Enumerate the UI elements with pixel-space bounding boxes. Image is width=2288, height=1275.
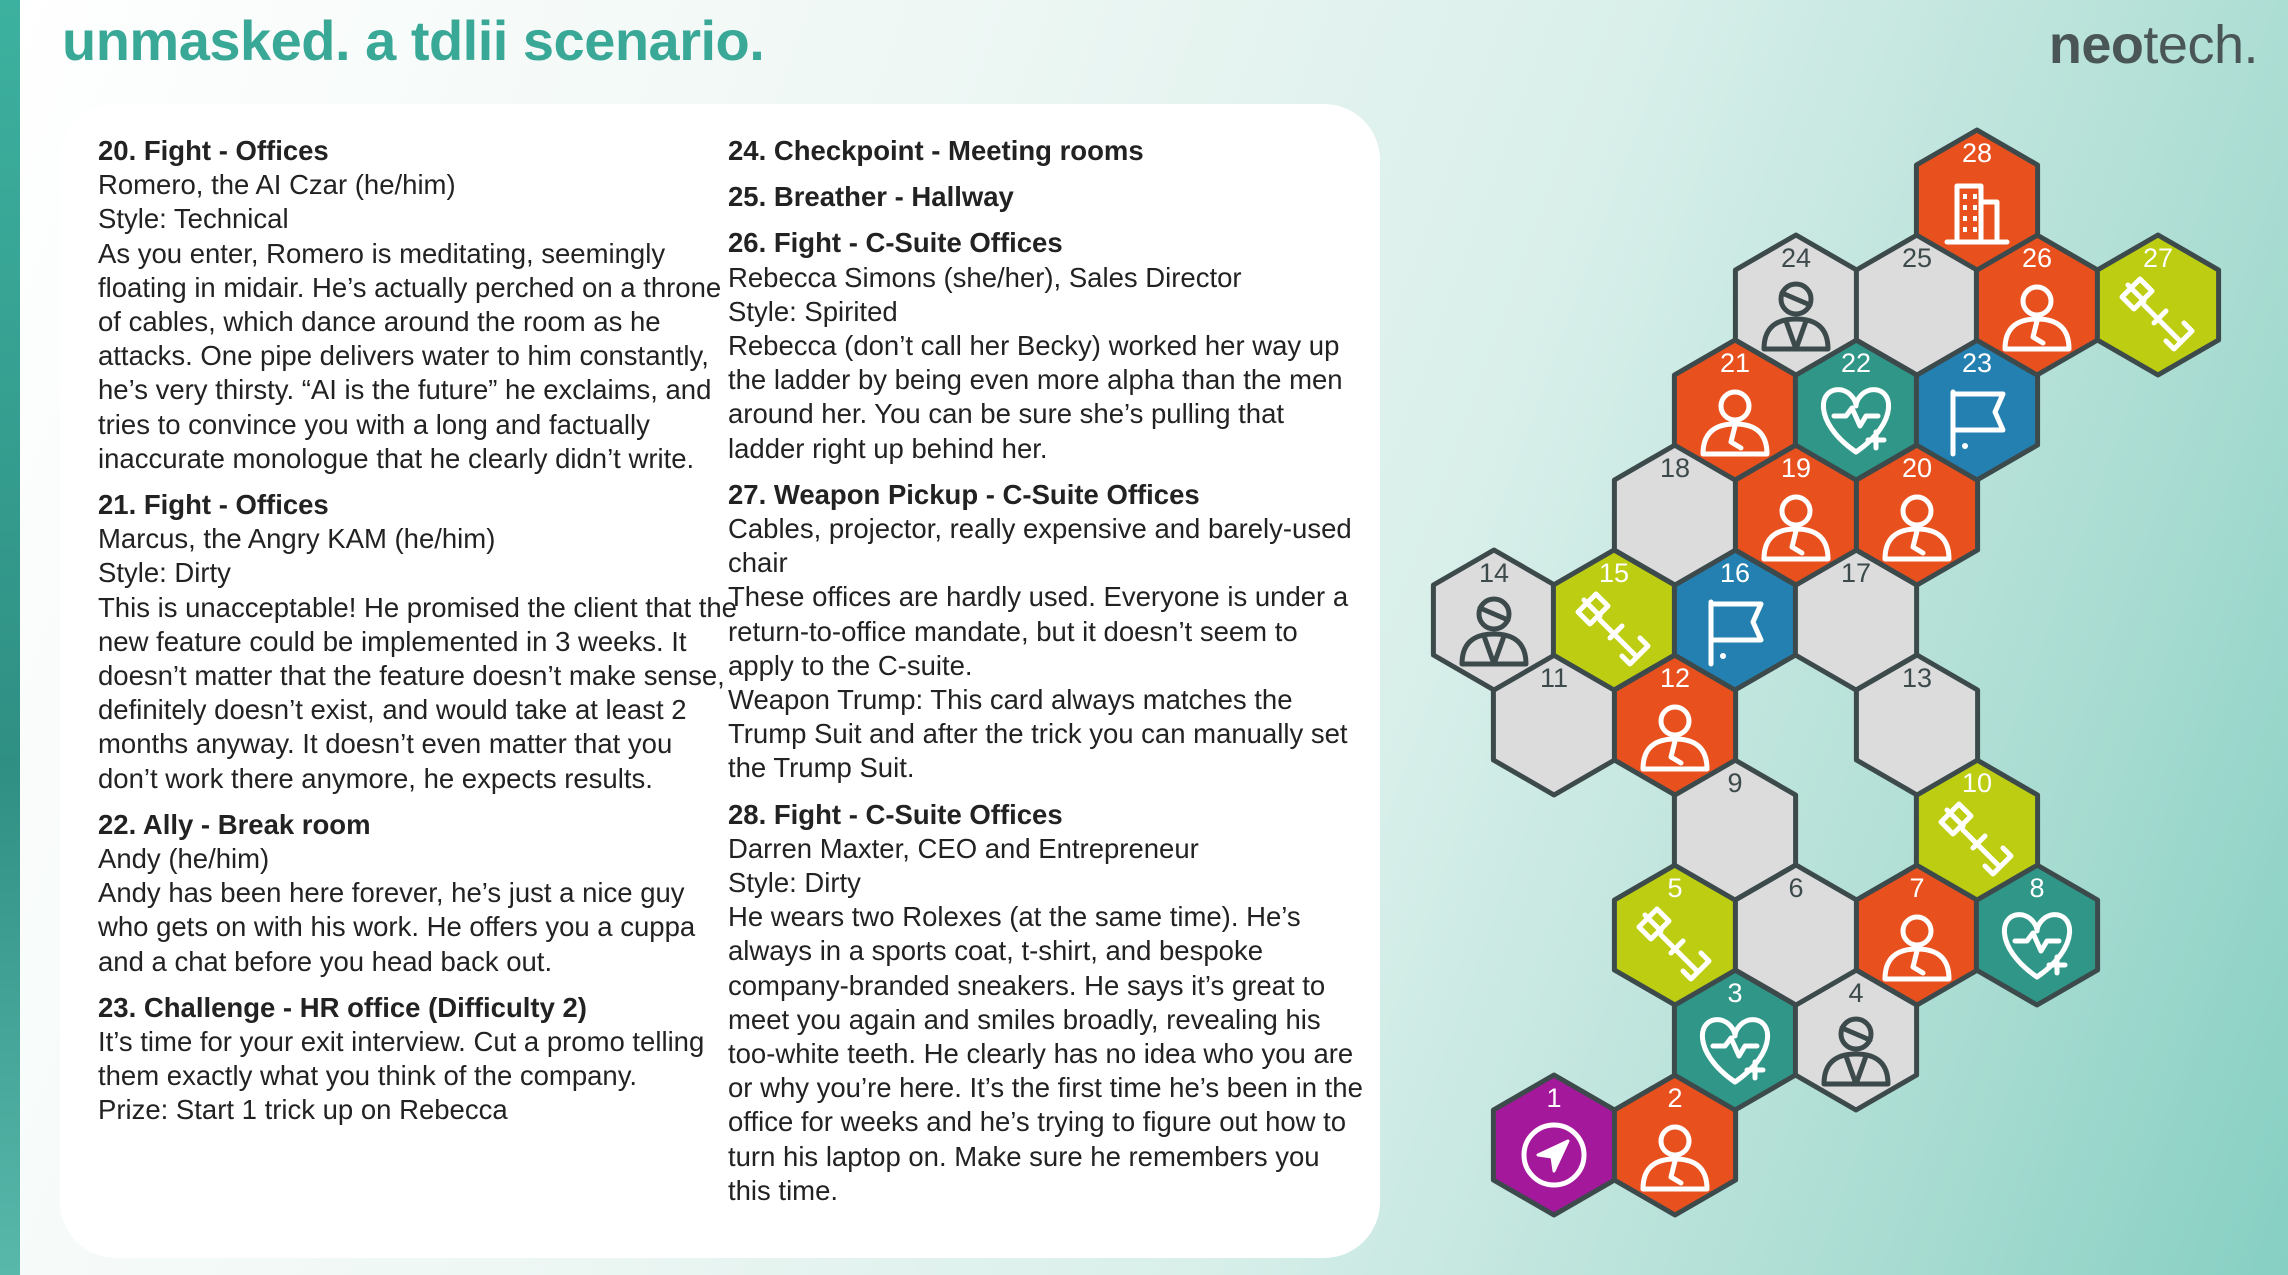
entry-heading: 21. Fight - Offices: [98, 489, 329, 521]
entry-text: These offices are hardly used. Everyone is under a return-to-office mandate, but it doesn’t seem to apply to the C-suite.: [728, 581, 1349, 681]
entry-text: Prize: Start 1 trick up on Rebecca: [98, 1094, 508, 1126]
tile-number: 25: [1901, 243, 1933, 273]
entry-heading: 23. Challenge - HR office (Difficulty 2): [98, 991, 587, 1023]
tile-number: 20: [1901, 453, 1933, 483]
tile-number: 17: [1840, 558, 1872, 588]
entry-heading: 27. Weapon Pickup - C-Suite Offices: [728, 478, 1200, 510]
tile-number: 9: [1727, 768, 1743, 798]
logo-rest: tech.: [2143, 15, 2258, 75]
entry-text: Marcus, the Angry KAM (he/him): [98, 523, 496, 555]
entry-heading: 20. Fight - Offices: [98, 135, 329, 166]
tile-number: 21: [1719, 348, 1751, 378]
tile-number: 8: [2029, 873, 2045, 903]
entry-text: Andy (he/him): [98, 843, 270, 875]
tile-number: 15: [1598, 558, 1630, 588]
entry-text: It’s time for your exit interview. Cut a promo telling them exactly what you think of the company.: [98, 1026, 705, 1092]
tile-number: 18: [1659, 453, 1691, 483]
entry-text: Style: Dirty: [98, 557, 231, 589]
tile-number: 1: [1546, 1083, 1562, 1113]
tile-number: 4: [1848, 978, 1864, 1008]
logo-bold: neo: [2048, 15, 2144, 75]
tile-number: 19: [1780, 453, 1812, 483]
entry-text: Style: Technical: [98, 203, 289, 235]
entry-text: Andy has been here forever, he’s just a nice guy who gets on with his work. He offers you a cuppa and a chat before you head back out.: [98, 877, 696, 977]
tile-number: 27: [2142, 243, 2174, 273]
tile-number: 13: [1901, 663, 1933, 693]
tile-number: 3: [1727, 978, 1743, 1008]
tile-number: 6: [1788, 873, 1804, 903]
tile-number: 12: [1659, 663, 1691, 693]
entry-heading: 24. Checkpoint - Meeting rooms: [728, 135, 1144, 166]
entry-text: Weapon Trump: This card always matches the Trump Suit and after the trick you can manually set the Trump Suit.: [728, 684, 1348, 784]
tile-number: 28: [1961, 138, 1993, 168]
entry-text: Romero, the AI Czar (he/him): [98, 169, 456, 201]
entry-text: He wears two Rolexes (at the same time). He’s always in a sports coat, t-shirt, and bespoke company-branded sneakers. He says it’s great to meet you again and smiles broadly, revealing his too-white teeth. He clearly has no idea who you are or why you’re here. It’s the first time he’s been in the office for weeks and he’s trying to figure out how to turn his laptop on. Make sure he remembers you this time.: [728, 901, 1363, 1206]
entry-heading: 26. Fight - C-Suite Offices: [728, 227, 1063, 259]
entry-text: Style: Spirited: [728, 295, 898, 327]
map-tile-1: [1493, 1075, 1614, 1215]
tile-number: 26: [2021, 243, 2053, 273]
entry-text: Rebecca (don’t call her Becky) worked her way up the ladder by being even more alpha than the men around her. You can be sure she’s pulling that ladder right up behind her.: [728, 330, 1343, 464]
tile-number: 5: [1667, 873, 1683, 903]
entry-text: Rebecca Simons (she/her), Sales Director: [728, 261, 1242, 293]
entry-text: Darren Maxter, CEO and Entrepreneur: [728, 832, 1199, 864]
page-title: unmasked. a tdlii scenario.: [62, 9, 765, 72]
entry-text: Cables, projector, really expensive and barely-used chair: [728, 513, 1352, 579]
tile-number: 14: [1478, 558, 1510, 588]
entry-heading: 28. Fight - C-Suite Offices: [728, 798, 1063, 830]
tile-number: 23: [1961, 348, 1993, 378]
entry-heading: 22. Ally - Break room: [98, 808, 371, 840]
entry-text: This is unacceptable! He promised the client that the new feature could be implemented in 3 weeks. It doesn’t matter that the feature doesn’t make sense, definitely doesn’t exist, and would take at least 2 months anyway. It doesn’t even matter that you don’t work there anymore, he expects results.: [98, 591, 737, 794]
entry-heading: 25. Breather - Hallway: [728, 181, 1014, 213]
tile-number: 16: [1719, 558, 1751, 588]
tile-number: 10: [1961, 768, 1993, 798]
tile-number: 22: [1840, 348, 1872, 378]
tile-number: 11: [1539, 663, 1569, 693]
tile-number: 24: [1780, 243, 1812, 273]
entry-text: Style: Dirty: [728, 867, 861, 899]
tile-number: 2: [1667, 1083, 1683, 1113]
map-tile-27: [2097, 235, 2218, 375]
tile-number: 7: [1909, 873, 1925, 903]
entry-text: As you enter, Romero is meditating, seemingly floating in midair. He’s actually perched on a throne of cables, which dance around the room as he attacks. One pipe delivers water to him constantly, he’s very thirsty. “AI is the future” he exclaims, and tries to convince you with a long and factually inaccurate monologue that he clearly didn’t write.: [98, 237, 722, 474]
